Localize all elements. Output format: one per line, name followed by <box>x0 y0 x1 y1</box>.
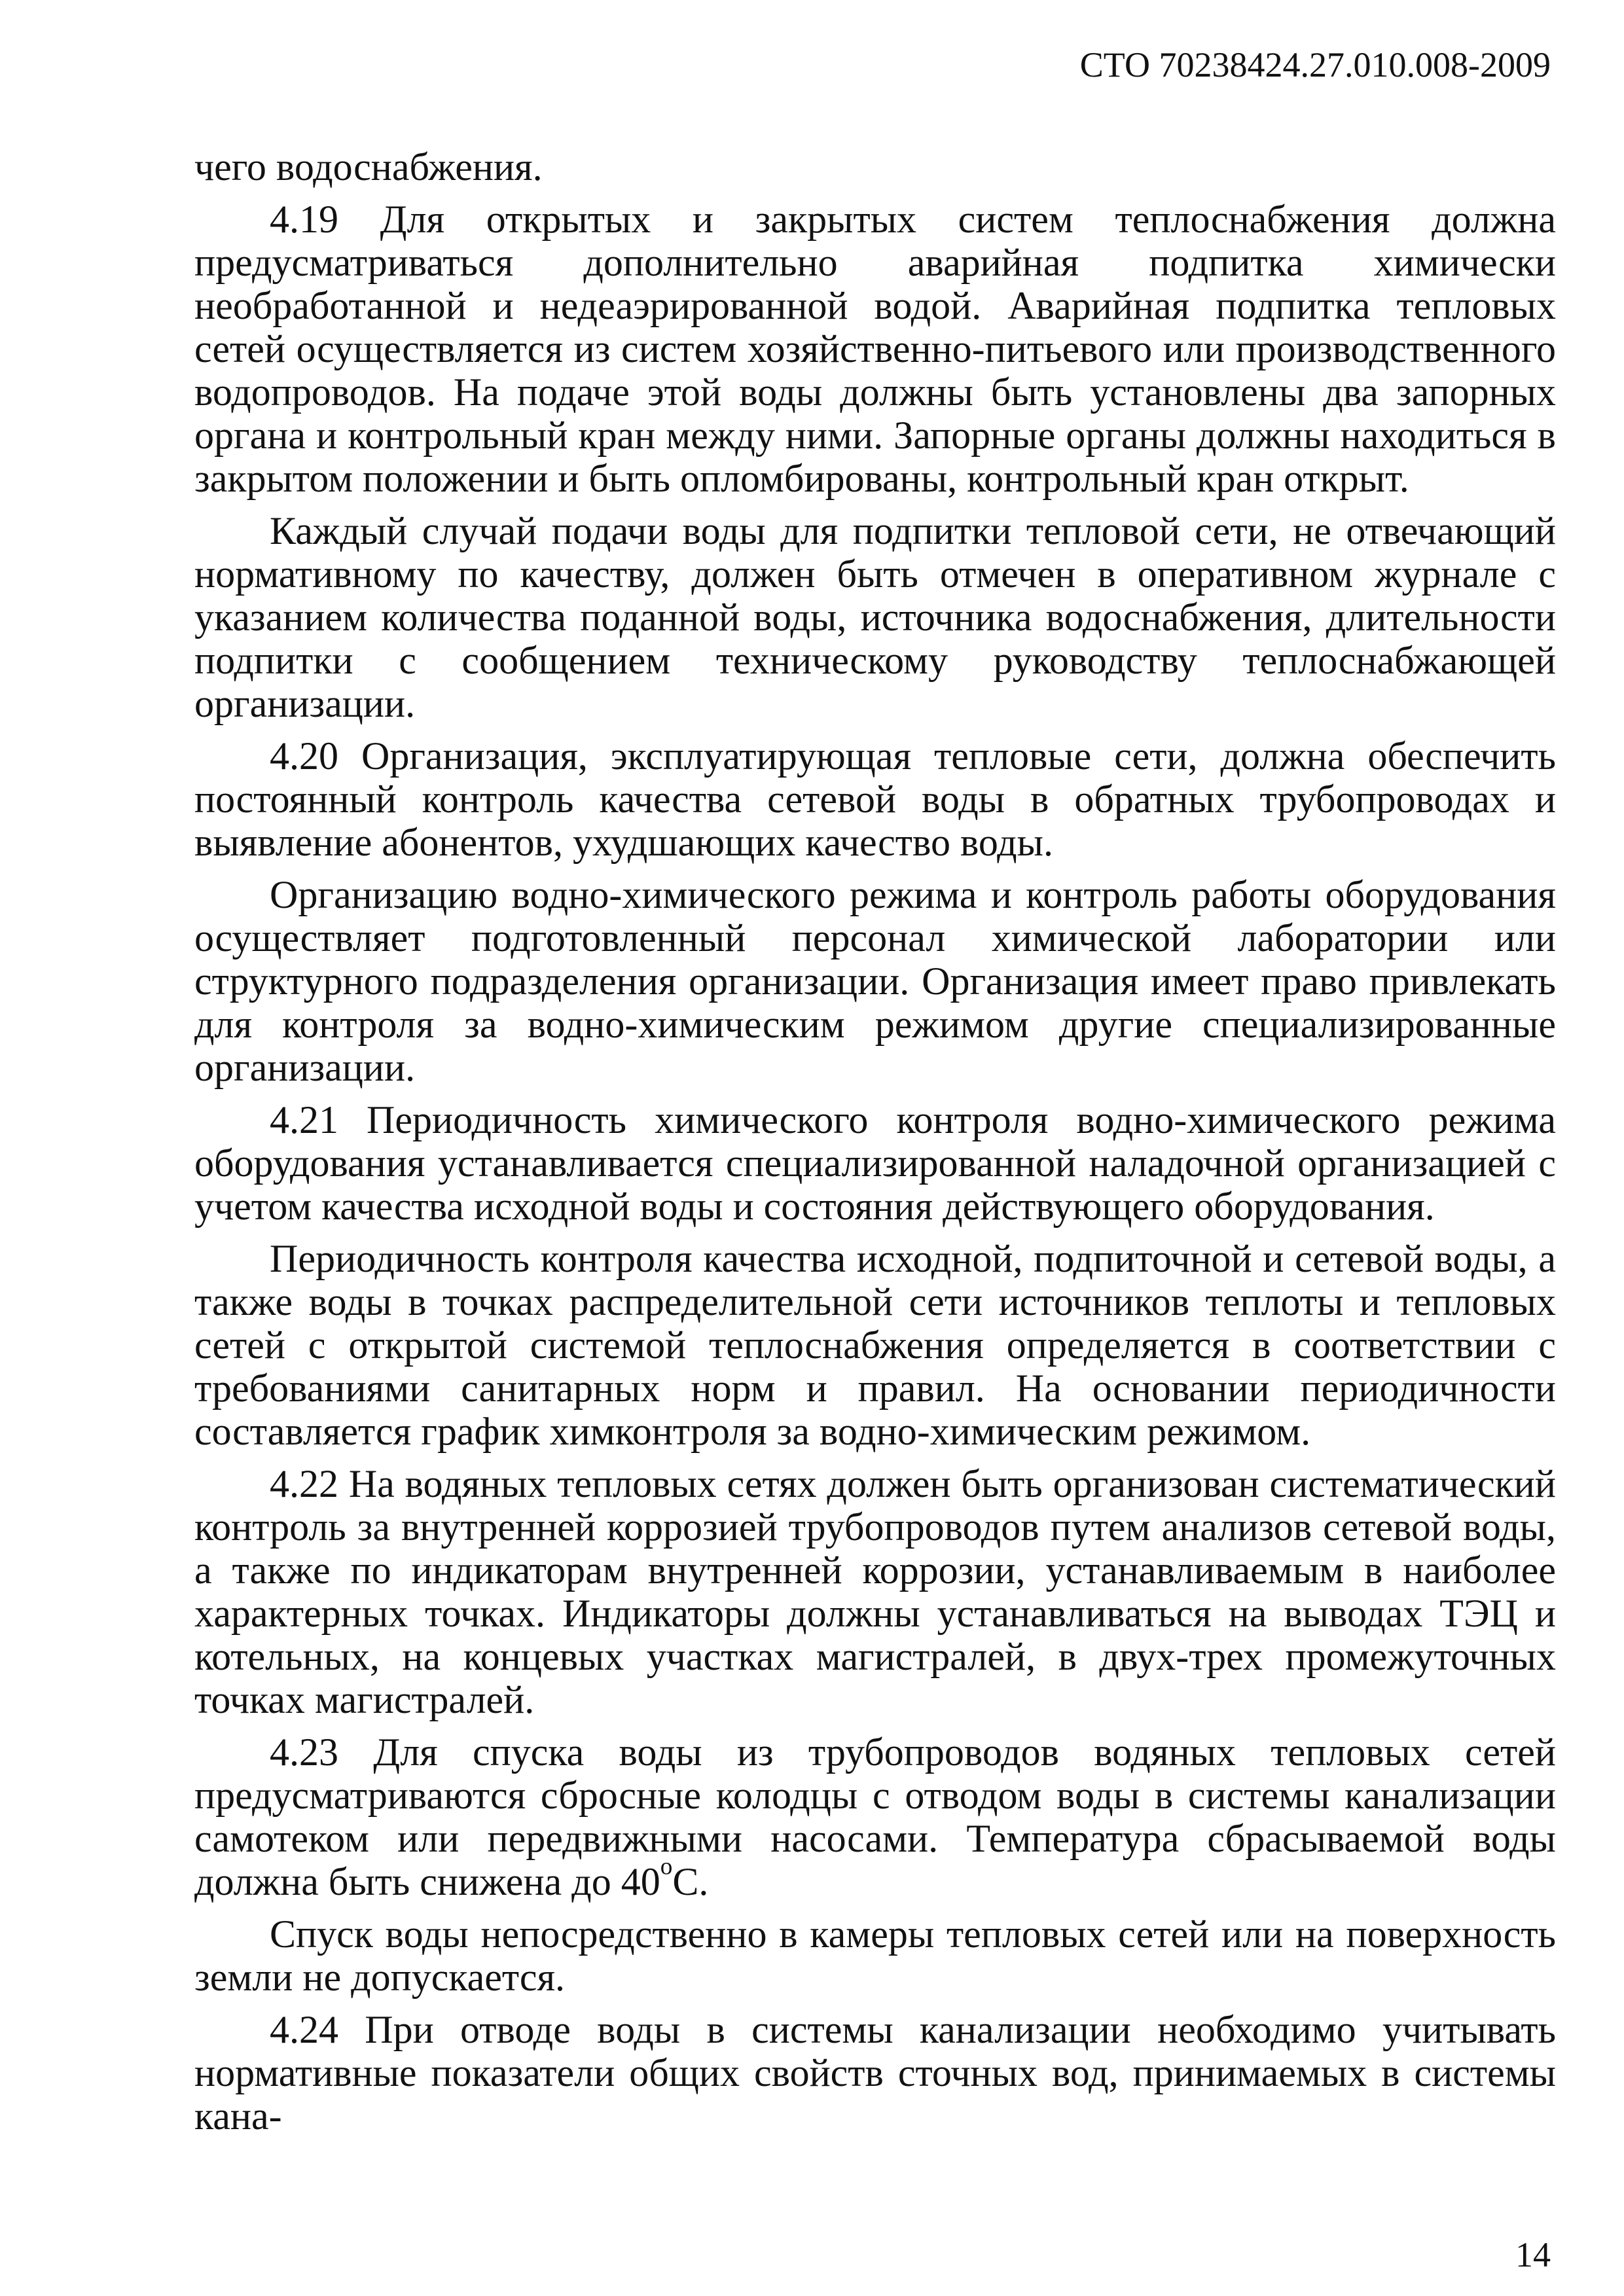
paragraph-4-23-text: 4.23 Для спуска воды из трубопроводов водяных тепловых сетей предусматриваются сбросные колодцы с отводом воды в системы канализации самотеком или передвижными насосами. Температура сбрасываемой воды должна быть снижена до 40 <box>194 1731 1556 1903</box>
degree-superscript: o <box>660 1853 673 1880</box>
paragraph-water-chemistry-organization: Организацию водно-химического режима и контроль работы оборудования осуществляет подготовленный персонал химической лаборатории или структурного подразделения организации. Организация имеет право привлекать для контроля за водно-химическим режимом другие специализированные организации. <box>194 873 1556 1089</box>
paragraph-journal-note: Каждый случай подачи воды для подпитки тепловой сети, не отвечающий нормативному по качеству, должен быть отмечен в оперативном журнале с указанием количества поданной воды, источника водоснабжения, длительности подпитки с сообщением техническому руководству теплоснабжающей организации. <box>194 509 1556 725</box>
paragraph-control-periodicity: Периодичность контроля качества исходной, подпиточной и сетевой воды, а также воды в точках распределительной сети источников теплоты и тепловых сетей с открытой системой теплоснабжения определяется в соответствии с требованиями санитарных норм и правил. На основании периодичности составляется график химконтроля за водно-химическим режимом. <box>194 1237 1556 1453</box>
page-number: 14 <box>1515 2235 1551 2274</box>
paragraph-continuation: чего водоснабжения. <box>194 145 543 188</box>
paragraph-4-21: 4.21 Периодичность химического контроля водно-химического режима оборудования устанавливается специализированной наладочной организацией с учетом качества исходной воды и состояния действующего оборудования. <box>194 1098 1556 1228</box>
paragraph-4-23-tail: С. <box>672 1860 709 1903</box>
paragraph-drain-restriction: Спуск воды непосредственно в камеры тепловых сетей или на поверхность земли не допускается. <box>194 1912 1556 1999</box>
paragraph-4-22: 4.22 На водяных тепловых сетях должен быть организован систематический контроль за внутренней коррозией трубопроводов путем анализов сетевой воды, а также по индикаторам внутренней коррозии, устанавливаемым в наиболее характерных точках. Индикаторы должны устанавливаться на выводах ТЭЦ и котельных, на концевых участках магистралей, в двух-трех промежуточных точках магистралей. <box>194 1462 1556 1721</box>
document-code-header: СТО 70238424.27.010.008-2009 <box>1079 45 1551 84</box>
paragraph-4-24: 4.24 При отводе воды в системы канализации необходимо учитывать нормативные показатели общих свойств сточных вод, принимаемых в системы кана- <box>194 2008 1556 2138</box>
paragraph-4-20: 4.20 Организация, эксплуатирующая тепловые сети, должна обеспечить постоянный контроль качества сетевой воды в обратных трубопроводах и выявление абонентов, ухудшающих качество воды. <box>194 734 1556 864</box>
document-body <box>194 145 1556 2138</box>
paragraph-4-23 <box>194 1731 1556 1903</box>
paragraph-4-19: 4.19 Для открытых и закрытых систем теплоснабжения должна предусматриваться дополнительно аварийная подпитка химически необработанной и недеаэрированной водой. Аварийная подпитка тепловых сетей осуществляется из систем хозяйственно-питьевого или производственного водопроводов. На подаче этой воды должны быть установлены два запорных органа и контрольный кран между ними. Запорные органы должны находиться в закрытом положении и быть опломбированы, контрольный кран открыт. <box>194 198 1556 500</box>
